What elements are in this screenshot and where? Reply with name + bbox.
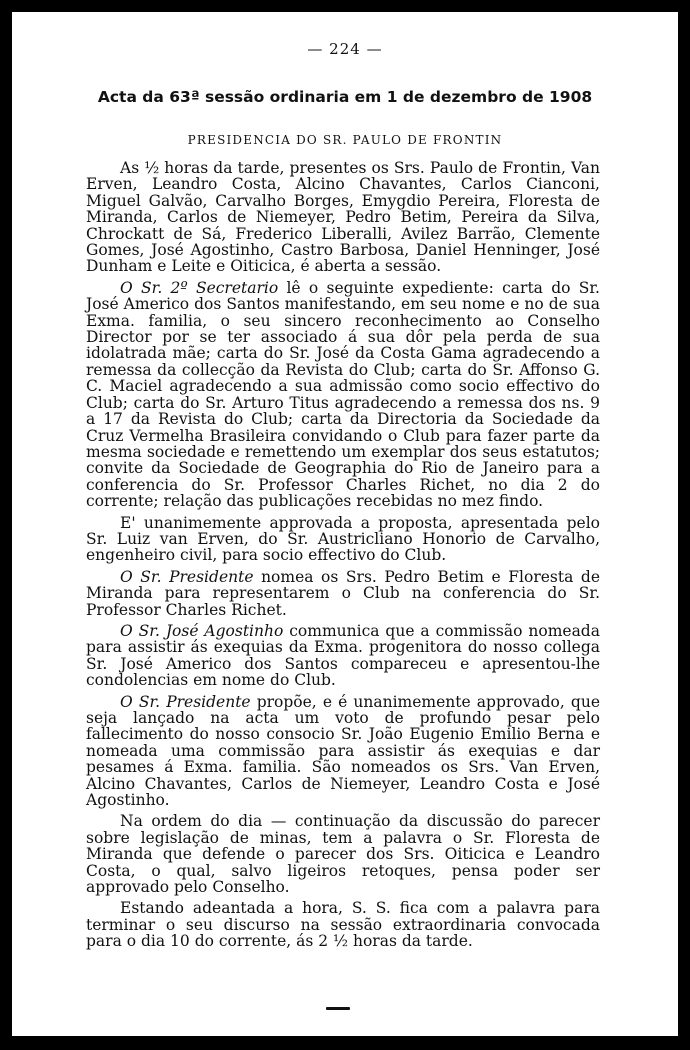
paragraph-attendance: As ½ horas da tarde, presentes os Srs. Paulo de Frontin, Van Erven, Leandro Costa, Alcino Chavantes, Carlos Cianconi, Miguel Galvão, Carvalho Borges, Emygdio Pereira, Floresta de Miranda, Carlos de Niemeyer, Pedro Betim, Pereira da Silva, Chrockatt de Sá, Frederico Liberalli, Avilez Barrão, Clemente Gomes, José Agostinho, Castro Barbosa, Daniel Henninger, José Dunham e Leite e Oiticica, é aberta a sessão.	[86, 159, 600, 276]
paragraph-correspondence: O Sr. 2º Secretario lê o seguinte expediente: carta do Sr. José Americo dos Santos manifestando, em seu nome e no de sua Exma. familia, o seu sincero reconhecimento ao Conselho Director por se ter associado á sua dôr pela perda de sua idolatrada mãe; carta do Sr. José da Costa Gama agradecendo a remessa da collecção da Revista do Club; carta do Sr. Affonso G. C. Maciel agradecendo a sua admissão como socio effectivo do Club; carta do Sr. Arturo Titus agradecendo a remessa dos ns. 9 a 17 da Revista do Club; carta da Directoria da Sociedade da Cruz Vermelha Brasileira convidando o Club para fazer parte da mesma sociedade e remettendo um exemplar dos seus estatutos; convite da Sociedade de Geographia do Rio de Janeiro para a conferencia do Sr. Professor Charles Richet, no dia 2 do corrente; relação das publicações recebidas no mez findo.	[86, 278, 600, 511]
paragraph-proposal: E' unanimemente approvada a proposta, apresentada pelo Sr. Luiz van Erven, do Sr. Austricliano Honorio de Carvalho, engenheiro civil, para socio effectivo do Club.	[86, 513, 600, 565]
closing-rule	[326, 1007, 350, 1010]
minutes-title: Acta da 63ª sessão ordinaria em 1 de dezembro de 1908	[97, 88, 593, 106]
page-number: — 224 —	[307, 40, 383, 58]
paragraph-order-of-day: Na ordem do dia — continuação da discussão do parecer sobre legislação de minas, tem a palavra o Sr. Floresta de Miranda que defende o parecer dos Srs. Oiticica e Leandro Costa, o qual, salvo ligeiros retoques, pensa poder ser approvado pelo Conselho.	[86, 812, 600, 897]
paragraph-representatives: O Sr. Presidente nomea os Srs. Pedro Betim e Floresta de Miranda para representarem o Club na conferencia do Sr. Professor Charles Richet.	[86, 567, 600, 619]
paragraph-adjournment: Estando adeantada a hora, S. S. fica com a palavra para terminar o seu discurso na sessão extraordinaria convocada para o dia 10 do corrente, ás 2 ½ horas da tarde.	[86, 899, 600, 951]
presidency-line: PRESIDENCIA DO SR. PAULO DE FRONTIN	[187, 133, 503, 147]
minutes-body	[86, 160, 600, 955]
paragraph-condolences: O Sr. José Agostinho communica que a commissão nomeada para assistir ás exequias da Exma. progenitora do nosso collega Sr. José Americo dos Santos compareceu e apresentou-lhe condolencias em nome do Club.	[86, 621, 600, 690]
document-page	[12, 12, 678, 1036]
paragraph-mourning-vote: O Sr. Presidente propõe, e é unanimemente approvado, que seja lançado na acta um voto de profundo pesar pelo fallecimento do nosso consocio Sr. João Eugenio Emilio Berna e nomeada uma commissão para assistir ás exequias e dar pesames á Exma. familia. São nomeados os Srs. Van Erven, Alcino Chavantes, Carlos de Niemeyer, Leandro Costa e José Agostinho.	[86, 692, 600, 810]
